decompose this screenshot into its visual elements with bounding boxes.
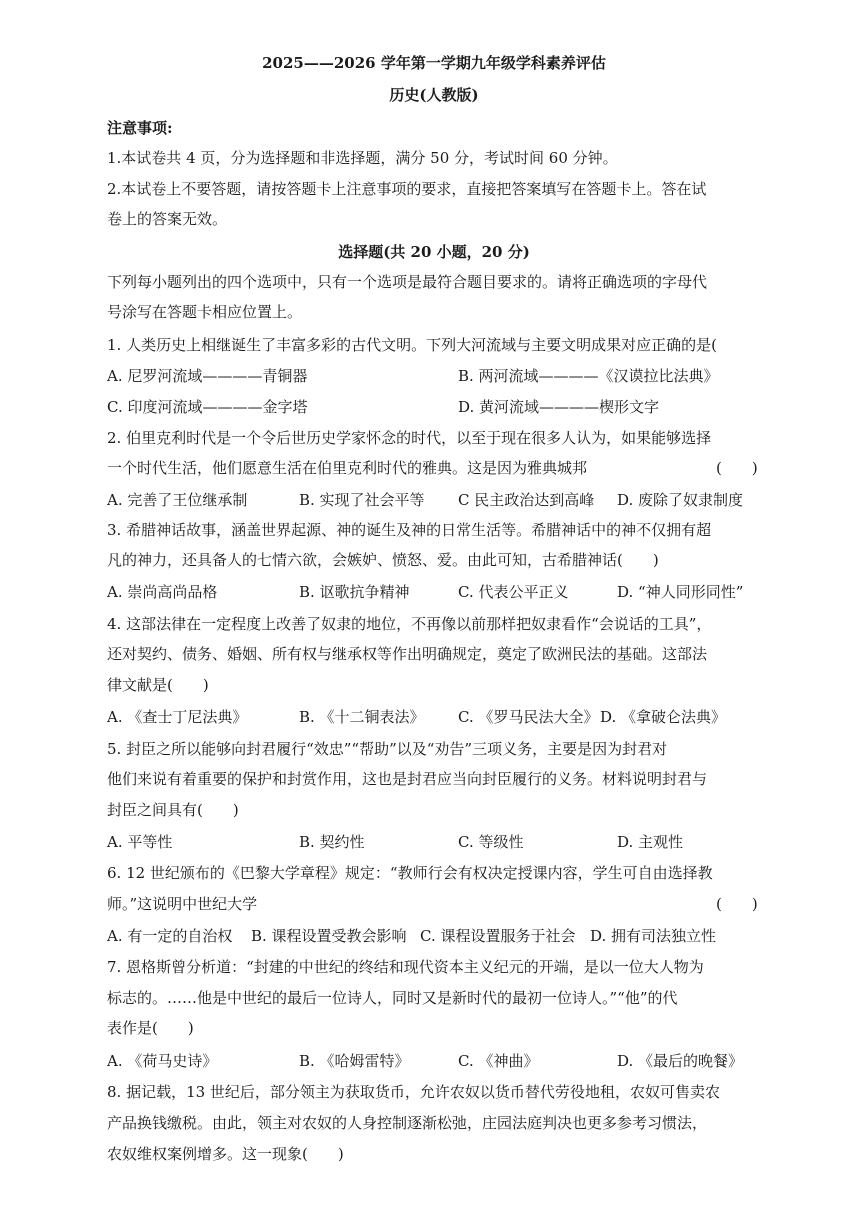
- question-3-stem: 3. 希腊神话故事，涵盖世界起源、神的诞生及神的日常生活等。希腊神话中的神不仅拥有超: [107, 521, 712, 539]
- question-6-option-b: B. 课程设置受教会影响: [251, 927, 407, 945]
- notice-heading: 注意事项:: [107, 119, 173, 137]
- question-6-answer-paren: ( ): [716, 895, 758, 913]
- question-6-option-a: A. 有一定的自治权: [107, 927, 233, 945]
- question-4-stem: 4. 这部法律在一定程度上改善了奴隶的地位，不再像以前那样把奴隶看作“会说话的工具”，: [107, 615, 712, 633]
- question-5-stem-cont-2: 封臣之间具有( ): [107, 801, 239, 819]
- question-8-stem: 8. 据记载，13 世纪后，部分领主为获取货币，允许农奴以货币替代劳役地租，农奴可售卖农: [107, 1083, 720, 1101]
- question-1-stem: 1. 人类历史上相继诞生了丰富多彩的古代文明。下列大河流域与主要文明成果对应正确的是(: [107, 336, 717, 354]
- exam-title: 2025——2026 学年第一学期九年级学科素养评估: [262, 54, 606, 72]
- question-1-option-d: D. 黄河流域————楔形文字: [458, 398, 660, 416]
- question-6-stem-cont: 师。”这说明中世纪大学: [107, 895, 258, 913]
- question-7-stem-cont: 标志的。……他是中世纪的最后一位诗人，同时又是新时代的最初一位诗人。”“他”的代: [107, 989, 678, 1007]
- question-2-option-d: D. 废除了奴隶制度: [617, 491, 744, 509]
- question-5-option-a: A. 平等性: [107, 833, 173, 851]
- question-4-option-a: A. 《查士丁尼法典》: [107, 708, 248, 726]
- question-4-stem-cont-2: 律文献是( ): [107, 676, 209, 694]
- question-3-option-d: D. “神人同形同性”: [617, 583, 744, 601]
- question-7-option-a: A. 《荷马史诗》: [107, 1052, 218, 1070]
- question-7-stem-cont-2: 表作是( ): [107, 1019, 194, 1037]
- question-1-option-c: C. 印度河流域————金字塔: [107, 398, 308, 416]
- question-2-answer-paren: ( ): [716, 459, 758, 477]
- question-5-option-b: B. 契约性: [299, 833, 365, 851]
- question-3-stem-cont: 凡的神力，还具备人的七情六欲，会嫉妒、愤怒、爱。由此可知，古希腊神话( ): [107, 551, 659, 569]
- question-2-option-c: C 民主政治达到高峰: [458, 491, 595, 509]
- question-6-option-c: C. 课程设置服务于社会: [420, 927, 576, 945]
- question-4-option-b: B. 《十二铜表法》: [299, 708, 425, 726]
- notice-item-1: 1.本试卷共 4 页，分为选择题和非选择题，满分 50 分，考试时间 60 分钟。: [107, 149, 618, 167]
- question-5-option-d: D. 主观性: [617, 833, 684, 851]
- question-3-option-a: A. 崇尚高尚品格: [107, 583, 218, 601]
- question-7-option-c: C. 《神曲》: [458, 1052, 539, 1070]
- notice-item-2: 2.本试卷上不要答题，请按答题卡上注意事项的要求，直接把答案填写在答题卡上。答在试: [107, 180, 707, 198]
- exam-subtitle: 历史(人教版): [389, 86, 479, 104]
- section-intro: 下列每小题列出的四个选项中，只有一个选项是最符合题目要求的。请将正确选项的字母代: [107, 273, 708, 291]
- question-1-option-a: A. 尼罗河流域————青铜器: [107, 367, 308, 385]
- question-8-stem-cont-2: 农奴维权案例增多。这一现象( ): [107, 1145, 344, 1163]
- question-6-option-d: D. 拥有司法独立性: [590, 927, 717, 945]
- section-title: 选择题(共 20 小题，20 分): [338, 243, 530, 261]
- question-5-stem: 5. 封臣之所以能够向封君履行“效忠”“帮助”以及“劝告”三项义务，主要是因为封君对: [107, 740, 668, 758]
- question-2-option-b: B. 实现了社会平等: [299, 491, 425, 509]
- notice-item-2-cont: 卷上的答案无效。: [107, 210, 228, 228]
- question-5-stem-cont: 他们来说有着重要的保护和封赏作用，这也是封君应当向封臣履行的义务。材料说明封君与: [107, 770, 708, 788]
- question-3-option-b: B. 讴歌抗争精神: [299, 583, 410, 601]
- question-2-stem: 2. 伯里克利时代是一个令后世历史学家怀念的时代，以至于现在很多人认为，如果能够选择: [107, 429, 712, 447]
- question-7-option-d: D. 《最后的晚餐》: [617, 1052, 744, 1070]
- question-7-stem: 7. 恩格斯曾分析道：“封建的中世纪的终结和现代资本主义纪元的开端，是以一位大人物为: [107, 958, 704, 976]
- question-4-stem-cont: 还对契约、债务、婚姻、所有权与继承权等作出明确规定，奠定了欧洲民法的基础。这部法: [107, 645, 708, 663]
- question-6-stem: 6. 12 世纪颁布的《巴黎大学章程》规定：“教师行会有权决定授课内容，学生可自由选择教: [107, 864, 713, 882]
- question-4-option-d: D. 《拿破仑法典》: [600, 708, 727, 726]
- question-2-option-a: A. 完善了王位继承制: [107, 491, 248, 509]
- question-8-stem-cont: 产品换钱缴税。由此，领主对农奴的人身控制逐渐松弛，庄园法庭判决也更多参考习惯法，: [107, 1114, 708, 1132]
- section-intro-cont: 号涂写在答题卡相应位置上。: [107, 303, 303, 321]
- question-3-option-c: C. 代表公平正义: [458, 583, 569, 601]
- question-7-option-b: B. 《哈姆雷特》: [299, 1052, 410, 1070]
- question-5-option-c: C. 等级性: [458, 833, 524, 851]
- question-2-stem-cont: 一个时代生活，他们愿意生活在伯里克利时代的雅典。这是因为雅典城邦: [107, 459, 588, 477]
- question-4-option-c: C. 《罗马民法大全》: [458, 708, 599, 726]
- question-1-option-b: B. 两河流域————《汉谟拉比法典》: [458, 367, 719, 385]
